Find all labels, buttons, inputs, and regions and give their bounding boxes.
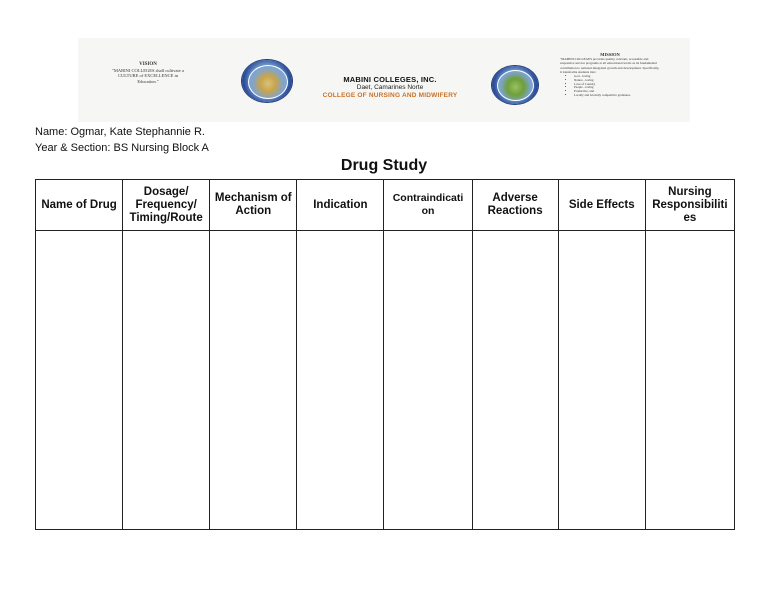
column-header-mechanism: Mechanism of Action xyxy=(210,180,297,231)
mission-item: • Love of Country xyxy=(574,83,660,87)
column-header-contraindication: Contraindicati on xyxy=(384,180,472,231)
college-location: Daet, Camarines Norte xyxy=(356,84,424,91)
table-header-row xyxy=(36,180,735,231)
student-name: Name: Ogmar, Kate Stephannie R. xyxy=(35,126,205,138)
column-header-name-of-drug: Name of Drug xyxy=(36,180,123,231)
cell-nursing-responsibilities[interactable] xyxy=(645,231,734,530)
cell-side-effects[interactable] xyxy=(558,231,645,530)
column-header-side-effects: Side Effects xyxy=(558,180,645,231)
mission-text: "MABINI COLLEGES provides quality, relevant, accessible and responsive service programs at all educational levels as its fundamental contribution to national integrated growth and development. Specifically, it transforms students into: xyxy=(560,57,660,74)
cell-dosage[interactable] xyxy=(123,231,210,530)
college-department: COLLEGE OF NURSING AND MIDWIFERY xyxy=(322,92,458,99)
college-name: MABINI COLLEGES, INC. xyxy=(343,75,437,84)
vision-text: "MABINI COLLEGES shall cultivate a CULTURE of EXCELLENCE in Education." xyxy=(112,67,184,84)
college-seal-logo xyxy=(242,60,292,102)
letterhead xyxy=(78,38,690,122)
vision-title: VISION xyxy=(139,62,157,67)
cell-contraindication[interactable] xyxy=(384,231,472,530)
mission-item: • People - loving xyxy=(574,86,660,90)
mission-item: • Locally and Globally competitive graduates. xyxy=(574,94,660,98)
cell-mechanism[interactable] xyxy=(210,231,297,530)
mission-item: • God - loving xyxy=(574,75,660,79)
college-info xyxy=(302,76,478,100)
mission-title: MISSION xyxy=(600,52,620,57)
mission-item: • Nature - loving xyxy=(574,79,660,83)
column-header-nursing-responsibilities: Nursing Responsibiliti es xyxy=(645,180,734,231)
column-header-dosage: Dosage/ Frequency/ Timing/Route xyxy=(123,180,210,231)
column-header-adverse-reactions: Adverse Reactions xyxy=(472,180,558,231)
drug-study-table xyxy=(35,179,735,530)
cell-name-of-drug[interactable] xyxy=(36,231,123,530)
year-section: Year & Section: BS Nursing Block A xyxy=(35,142,209,154)
column-header-indication: Indication xyxy=(297,180,384,231)
table-row xyxy=(36,231,735,530)
document-title: Drug Study xyxy=(340,157,428,174)
cell-indication[interactable] xyxy=(297,231,384,530)
mission-statement xyxy=(560,53,660,98)
mission-item: • Productive, and xyxy=(574,90,660,94)
cell-adverse-reactions[interactable] xyxy=(472,231,558,530)
department-seal-logo xyxy=(492,66,538,104)
mission-list xyxy=(574,75,660,98)
vision-statement xyxy=(108,62,188,84)
